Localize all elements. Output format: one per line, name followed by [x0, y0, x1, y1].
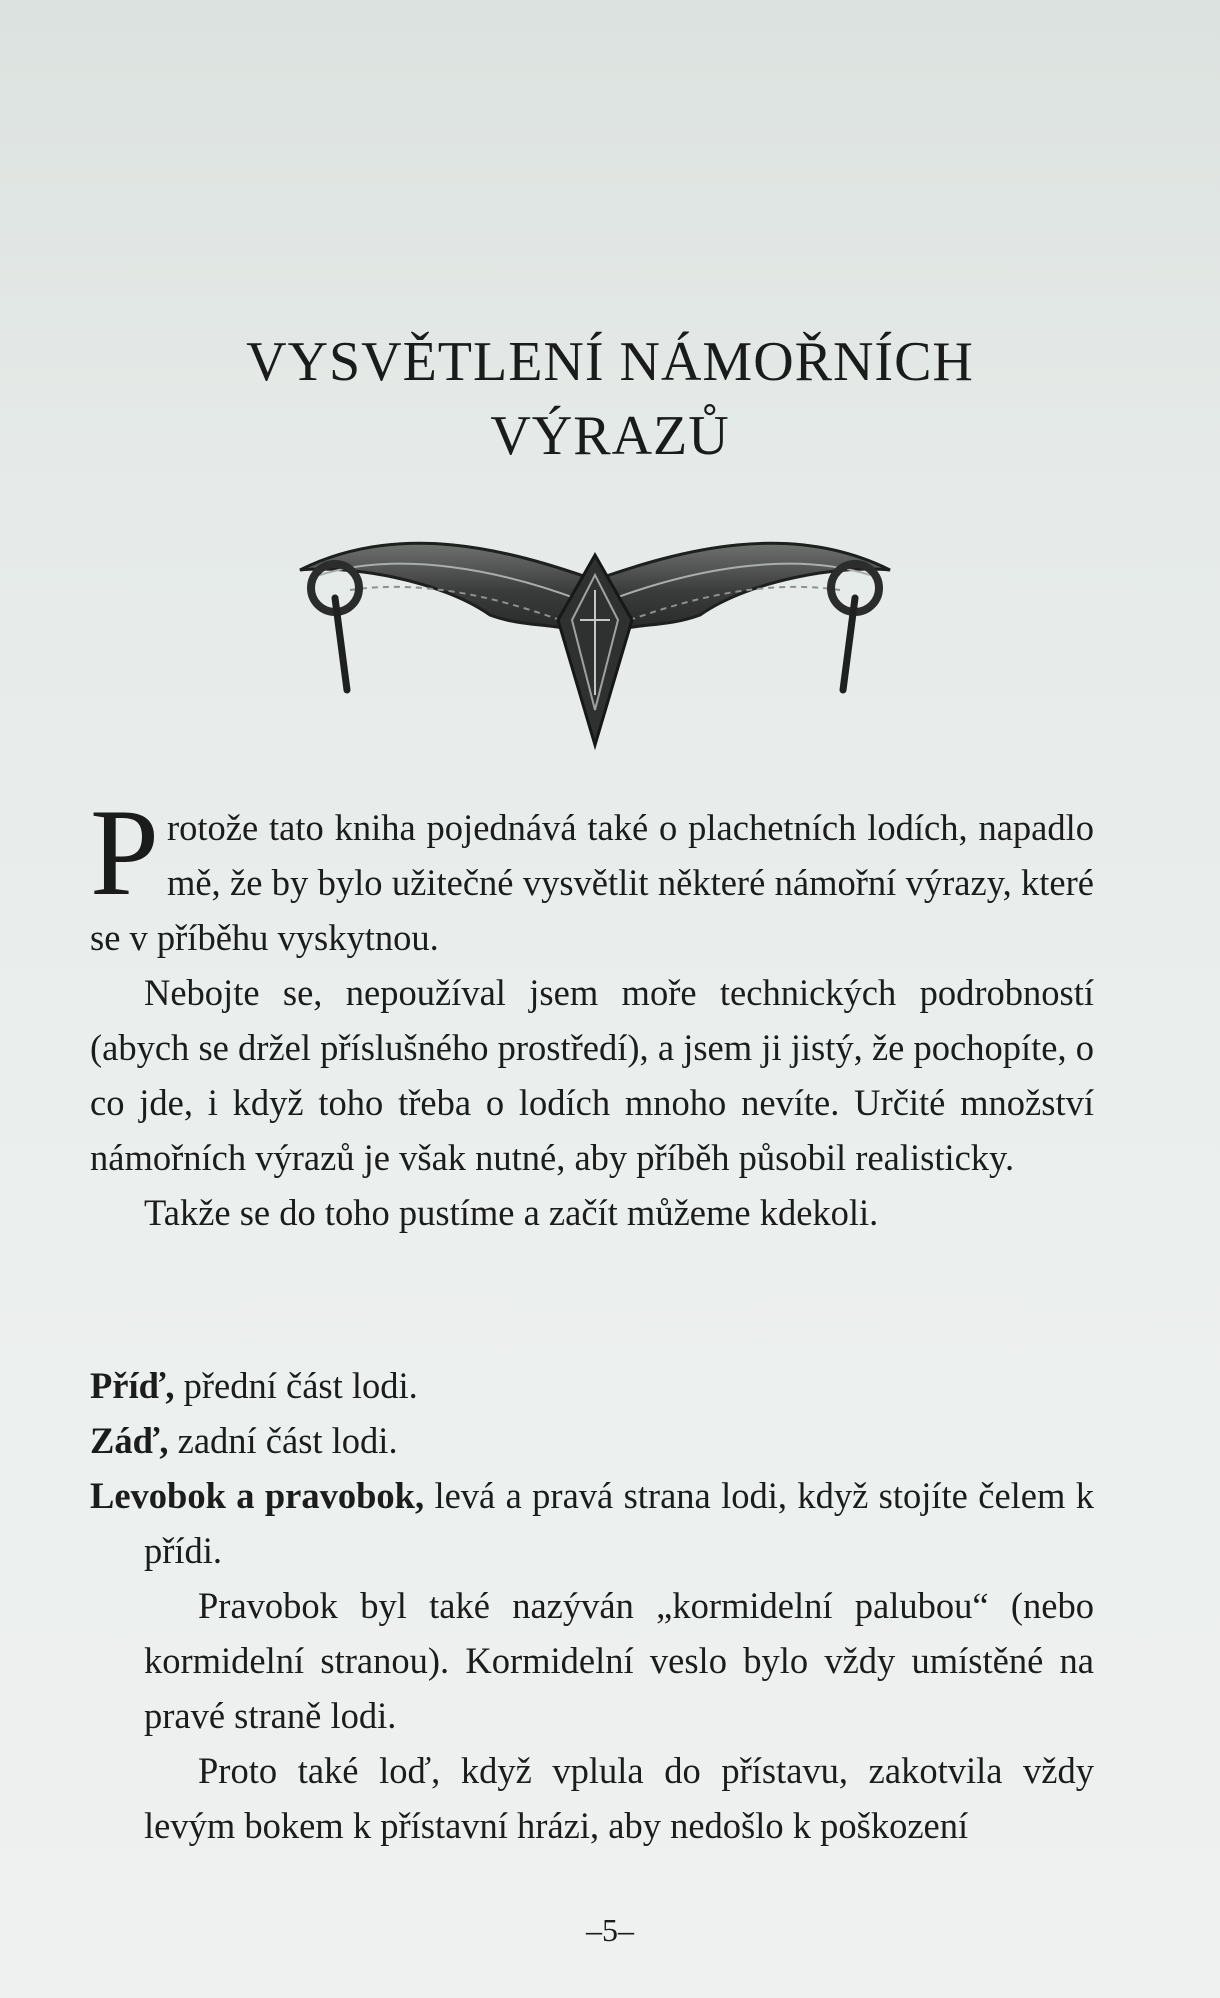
chapter-title-line-1: VYSVĚTLENÍ NÁMOŘNÍCH [246, 331, 974, 393]
glossary-note-1: Pravobok byl také nazýván „kormidelní palubou“ (nebo kormidelní stranou). Kormidelní veslo bylo vždy umístěné na pravé straně lodi. [144, 1585, 1094, 1736]
glossary-term: Levobok a pravobok, [90, 1475, 425, 1516]
glossary-definition: levá a pravá strana lodi, když stojíte čelem k přídi. [144, 1475, 1094, 1571]
intro-text [90, 784, 1094, 1240]
drop-cap: P [90, 784, 159, 921]
glossary-definition: přední část lodi. [174, 1365, 418, 1406]
glossary-note-2: Proto také loď, když vplula do přístavu, zakotvila vždy levým bokem k přístavní hrázi, aby nedošlo k poškození [144, 1750, 1094, 1846]
glossary-term: Záď, [90, 1420, 169, 1461]
glossary-definition: zadní část lodi. [168, 1420, 398, 1461]
intro-paragraph-1 [90, 784, 1094, 965]
winged-ornament-icon [280, 520, 910, 760]
glossary-entry [90, 1468, 1094, 1578]
intro-paragraph-1-text: rotože tato kniha pojednává také o plachetních lodích, napadlo mě, že by bylo užitečné vysvětlit některé námořní výrazy, které se v příběhu vyskytnou. [90, 807, 1094, 958]
intro-paragraph-3: Takže se do toho pustíme a začít můžeme kdekoli. [144, 1192, 879, 1233]
chapter-title-line-2: VÝRAZŮ [490, 405, 730, 467]
glossary-entry [90, 1358, 1094, 1413]
glossary-entry [90, 1413, 1094, 1468]
page-number: –5– [586, 1912, 634, 1948]
intro-paragraph-2: Nebojte se, nepoužíval jsem moře technických podrobností (abych se držel příslušného prostředí), a jsem ji jistý, že pochopíte, o co jde, i když toho třeba o lodích mnoho nevíte. Určité množství námořních výrazů je však nutné, aby příběh působil realisticky. [90, 972, 1094, 1178]
glossary [90, 1358, 1094, 1853]
glossary-term: Příď, [90, 1365, 175, 1406]
chapter-title [0, 325, 1220, 473]
